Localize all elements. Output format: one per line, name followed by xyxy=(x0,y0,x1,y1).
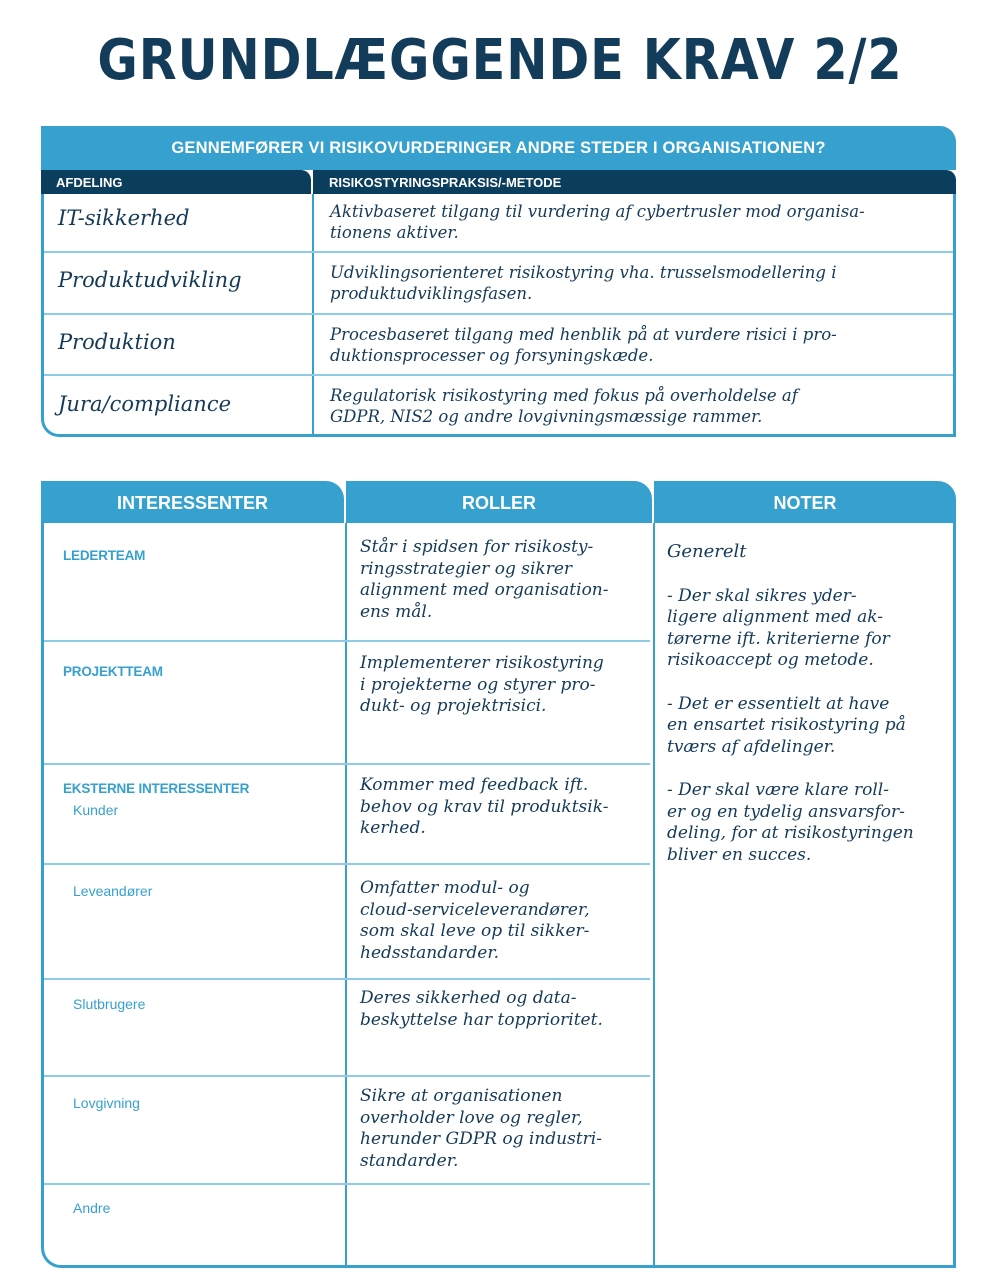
stakeholder-sub: Leveandører xyxy=(73,883,153,899)
row-divider xyxy=(44,763,650,765)
text-line: som skal leve op til sikker- xyxy=(360,921,590,941)
text-line: deling, for at risikostyringen xyxy=(667,823,914,843)
text-line: hedsstandarder. xyxy=(360,942,500,963)
text-line: Udviklingsorienteret risikostyring vha. trusselsmodellering i xyxy=(330,263,837,282)
table-row xyxy=(44,315,953,376)
text-line: i projekterne og styrer pro- xyxy=(360,674,596,695)
text-line: ligere alignment med ak- xyxy=(667,607,883,627)
notes-heading: Generelt xyxy=(667,541,747,562)
stakeholder-role xyxy=(360,537,645,623)
page-title: GRUNDLÆGGENDE KRAV 2/2 xyxy=(97,28,903,93)
department-method xyxy=(330,262,930,304)
text-line: cloud-serviceleverandører, xyxy=(360,899,590,920)
stakeholder-role xyxy=(360,988,645,1031)
text-line: Sikre at organisationen xyxy=(360,1086,563,1106)
column-divider xyxy=(345,523,347,1265)
text-line: Procesbaseret tilgang med henblik på at vurdere risici i pro- xyxy=(330,325,837,344)
text-line: kerhed. xyxy=(360,818,426,838)
stakeholder-role xyxy=(360,878,645,964)
text-line: tørerne ift. kriterierne for xyxy=(667,628,890,649)
departments-table xyxy=(41,126,956,437)
row-divider xyxy=(44,863,650,865)
stakeholder-heading: EKSTERNE INTERESSENTER xyxy=(63,781,250,796)
department-name: IT-sikkerhed xyxy=(58,206,190,230)
stakeholder-sub: Slutbrugere xyxy=(73,996,146,1012)
text-line: ens mål. xyxy=(360,601,433,622)
text-line: - Der skal sikres yder- xyxy=(667,585,857,606)
table-row xyxy=(44,253,953,315)
column-header-praksis: RISIKOSTYRINGSPRAKSIS/-METODE xyxy=(313,170,956,194)
text-line: - Det er essentielt at have xyxy=(667,693,890,714)
stakeholder-sub: Andre xyxy=(73,1200,111,1216)
text-line: risikoaccept og metode. xyxy=(667,650,874,670)
row-divider xyxy=(44,640,650,642)
row-divider xyxy=(44,1075,650,1077)
department-method xyxy=(330,324,930,366)
departments-table-body xyxy=(41,194,956,437)
departments-question-header: GENNEMFØRER VI RISIKOVURDERINGER ANDRE STEDER I ORGANISATIONEN? xyxy=(41,126,956,170)
stakeholder-role xyxy=(360,1086,645,1172)
stakeholder-sub: Lovgivning xyxy=(73,1095,140,1111)
stakeholder-table-body xyxy=(41,523,956,1268)
stakeholder-sub: Kunder xyxy=(73,802,119,818)
row-divider xyxy=(44,1183,650,1185)
text-line: Implementerer risikostyring xyxy=(360,653,604,673)
text-line: herunder GDPR og industri- xyxy=(360,1129,602,1149)
text-line: bliver en succes. xyxy=(667,844,812,865)
text-line: tværs af afdelinger. xyxy=(667,736,836,757)
stakeholder-table xyxy=(41,481,956,1268)
note-paragraph xyxy=(667,780,952,866)
note-paragraph xyxy=(667,586,952,672)
text-line: alignment med organisation- xyxy=(360,580,609,600)
text-line: Deres sikkerhed og data- xyxy=(360,988,577,1008)
note-paragraph xyxy=(667,694,952,759)
text-line: duktionsprocesser og forsyningskæde. xyxy=(330,346,654,365)
text-line: ringsstrategier og sikrer xyxy=(360,558,573,579)
text-line: en ensartet risikostyring på xyxy=(667,715,906,735)
text-line: tionens aktiver. xyxy=(330,223,459,242)
column-header-interessenter: INTERESSENTER xyxy=(41,481,344,523)
column-header-roller: ROLLER xyxy=(346,481,652,523)
column-header-noter: NOTER xyxy=(654,481,956,523)
department-method xyxy=(330,385,930,427)
table-row xyxy=(44,376,953,434)
text-line: standarder. xyxy=(360,1150,459,1171)
stakeholder-heading: PROJEKTTEAM xyxy=(63,664,163,679)
notes-column xyxy=(667,541,952,888)
department-name: Produktudvikling xyxy=(58,268,242,292)
stakeholder-role xyxy=(360,653,645,718)
text-line: er og en tydelig ansvarsfor- xyxy=(667,801,905,822)
text-line: behov og krav til produktsik- xyxy=(360,796,609,817)
text-line: - Der skal være klare roll- xyxy=(667,780,889,800)
text-line: Aktivbaseret tilgang til vurdering af cybertrusler mod organisa- xyxy=(330,202,865,221)
text-line: Står i spidsen for risikosty- xyxy=(360,537,594,557)
stakeholder-role xyxy=(360,775,645,840)
row-divider xyxy=(44,978,650,980)
text-line: Omfatter modul- og xyxy=(360,878,530,898)
text-line: overholder love og regler, xyxy=(360,1107,583,1128)
text-line: Kommer med feedback ift. xyxy=(360,775,589,795)
column-header-afdeling: AFDELING xyxy=(41,170,311,194)
department-method xyxy=(330,201,930,243)
text-line: Regulatorisk risikostyring med fokus på overholdelse af xyxy=(330,386,798,405)
table-row xyxy=(44,194,953,253)
department-name: Jura/compliance xyxy=(58,392,232,416)
text-line: dukt- og projektrisici. xyxy=(360,696,547,716)
department-name: Produktion xyxy=(58,330,176,354)
text-line: produktudviklingsfasen. xyxy=(330,284,533,303)
stakeholder-heading: LEDERTEAM xyxy=(63,548,146,563)
column-divider xyxy=(653,523,655,1265)
text-line: beskyttelse har topprioritet. xyxy=(360,1009,603,1030)
text-line: GDPR, NIS2 og andre lovgivningsmæssige rammer. xyxy=(330,407,763,426)
